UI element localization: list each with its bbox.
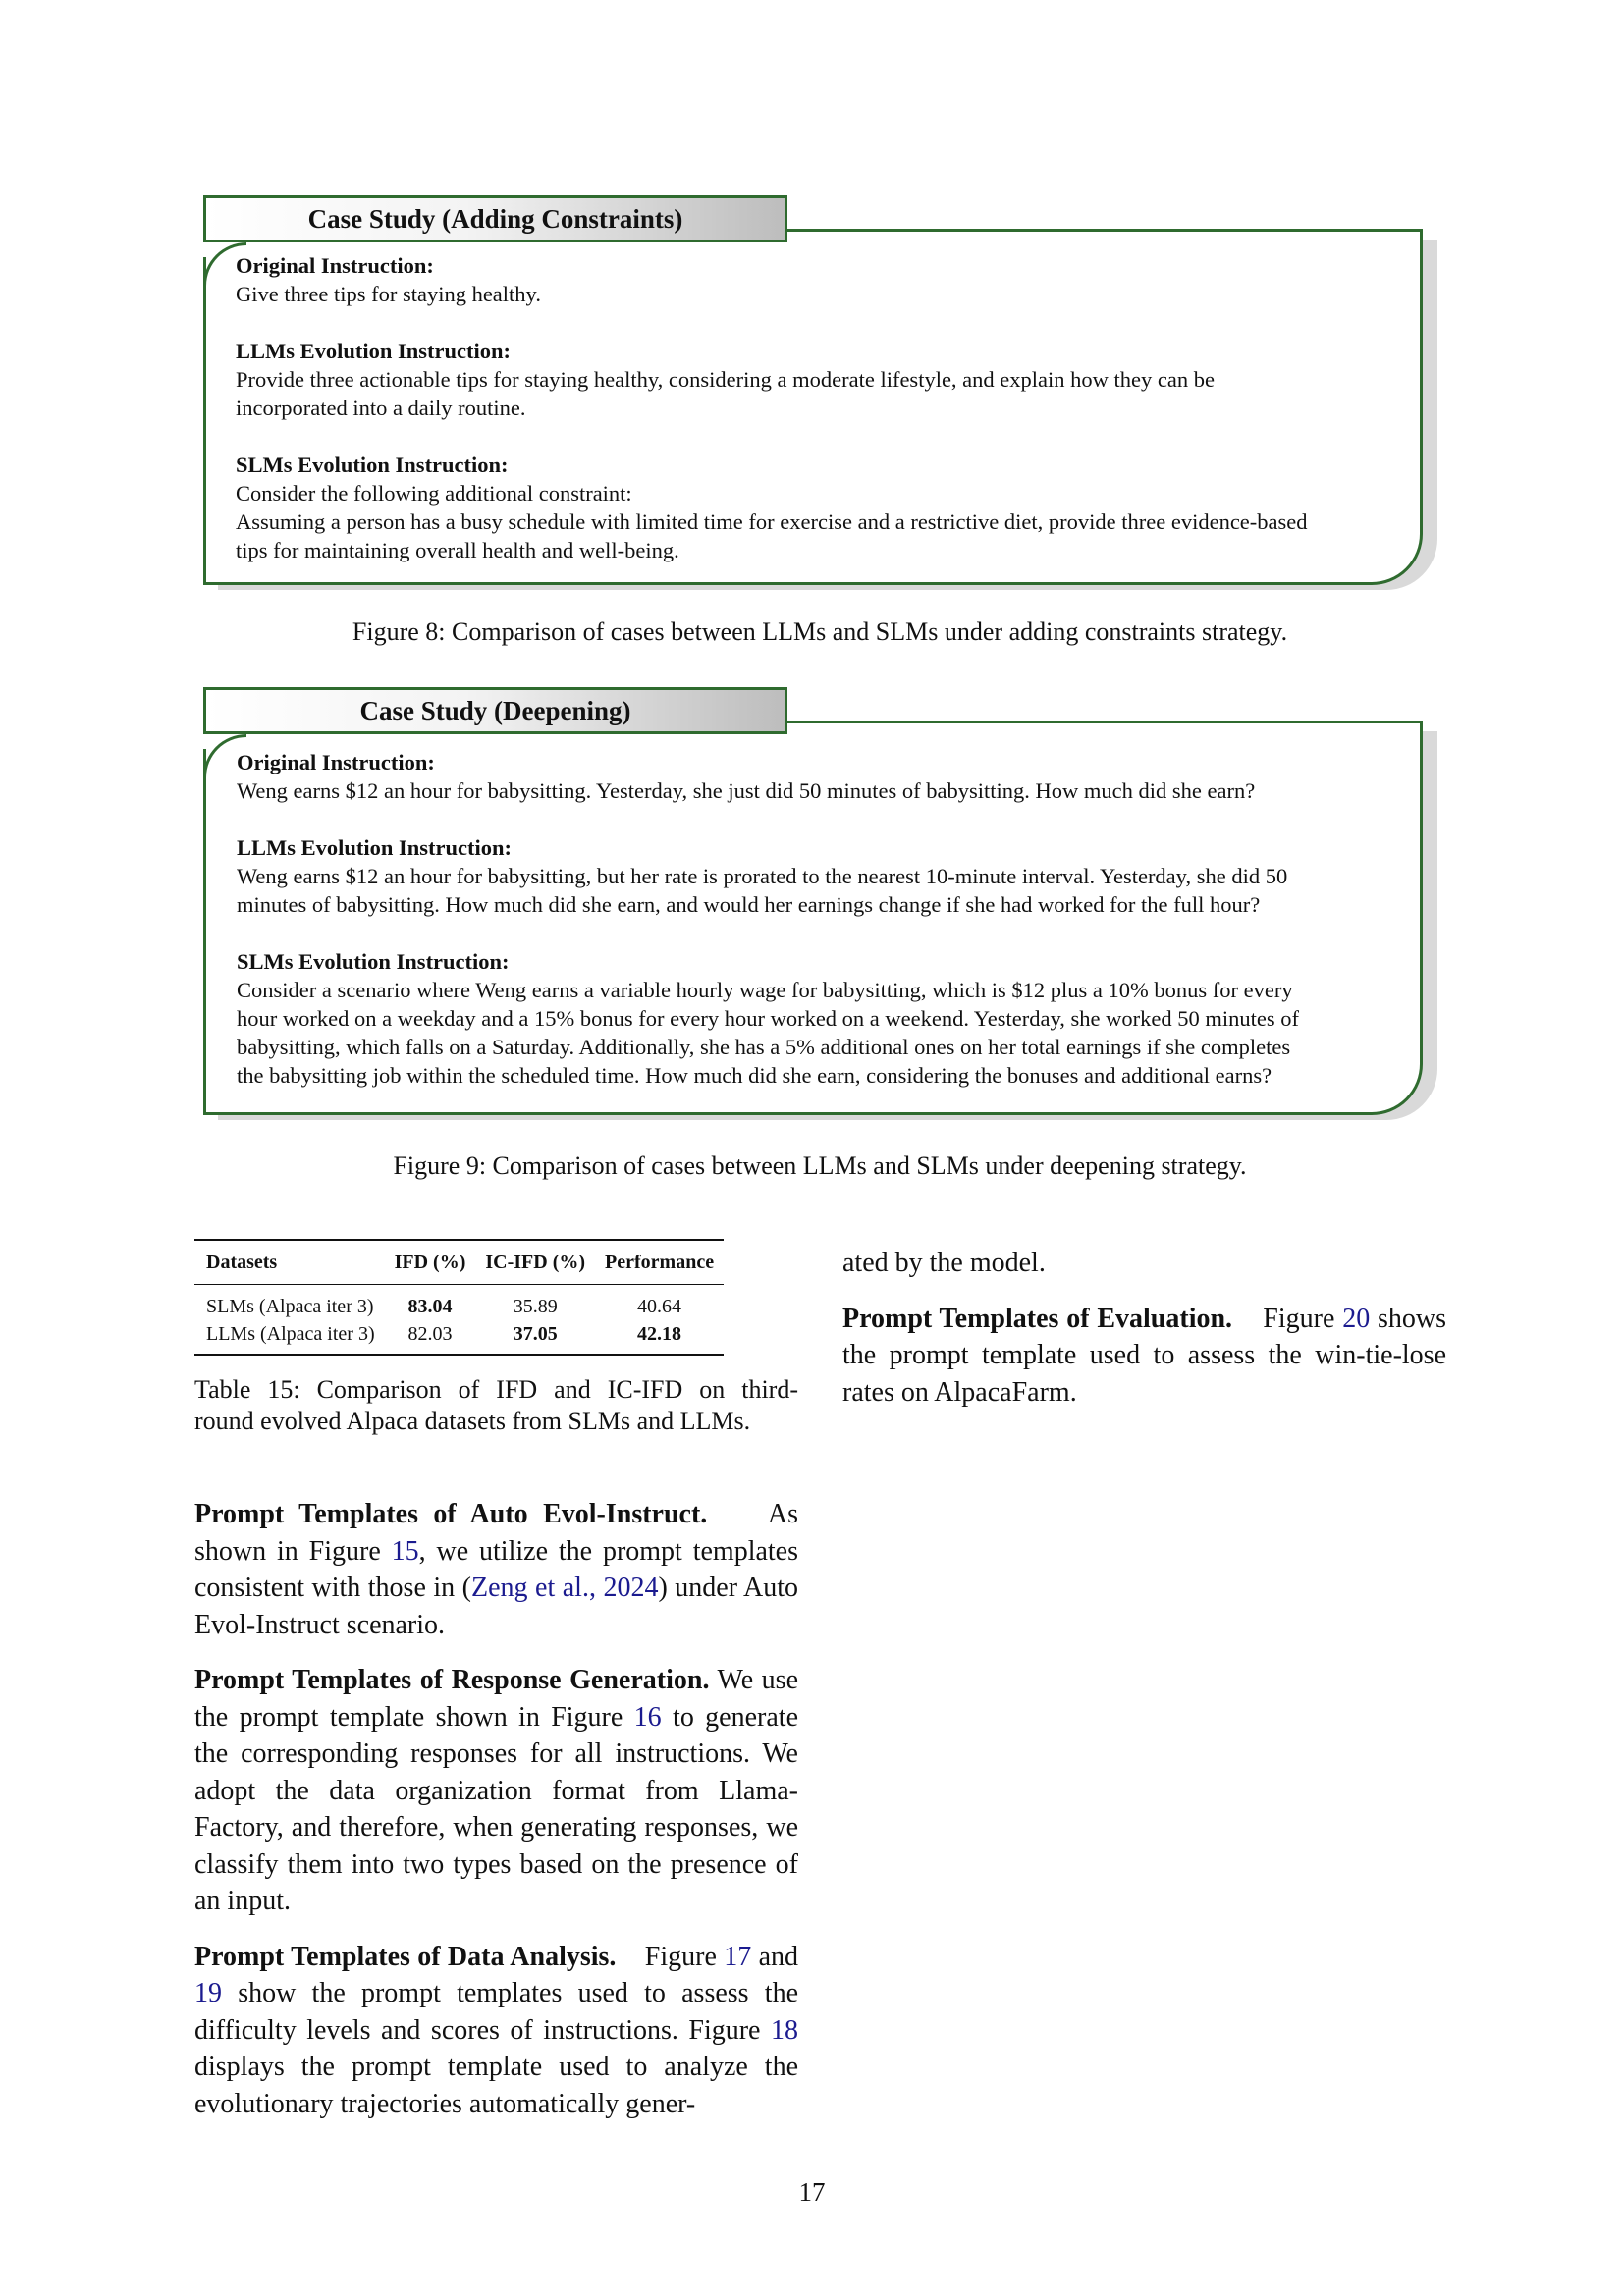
table-header-ifd: IFD (%) [394,1252,466,1273]
figure-ref-link[interactable]: 17 [724,1941,752,1972]
table-header-performance: Performance [605,1252,715,1273]
table-header-ic-ifd: IC-IFD (%) [485,1252,586,1273]
case1-content [236,251,1404,564]
table-cell: SLMs (Alpaca iter 3) [206,1296,374,1317]
figure-ref-link[interactable]: 19 [194,1978,222,2008]
table15-caption-line: round evolved Alpaca datasets from SLMs and LLMs. [194,1407,751,1435]
case1-title: Case Study (Adding Constraints) [203,195,787,242]
figure-ref-link[interactable]: 18 [771,2014,798,2046]
case1-llm-line: incorporated into a daily routine. [236,396,526,420]
case2-original-label: Original Instruction: [237,750,435,774]
case1-slm-line: Consider the following additional constraint: [236,481,632,506]
text-span: We use the prompt template shown in Figure [194,1665,799,1733]
runin-heading: Prompt Templates of Auto Evol-Instruct. [194,1499,708,1529]
case2-content [237,748,1405,1090]
runin-heading: Prompt Templates of Data Analysis. [194,1941,617,1972]
figure-ref-link[interactable]: 20 [1342,1303,1371,1334]
case1-llm-label: LLMs Evolution Instruction: [236,339,512,363]
table-cell: 40.64 [637,1296,682,1317]
text-span: ) under Auto Evol-Instruct scenario. [194,1573,799,1640]
text-span: and [751,1941,798,1972]
text-span: displays the prompt template used to analyze the evolutionary trajectories automatically gener- [194,2052,798,2119]
table15-caption [194,1374,798,1437]
figure-ref-link[interactable]: 15 [391,1535,419,1567]
case2-llm-line: minutes of babysitting. How much did she earn, and would her earnings change if she had worked for the full hour? [237,892,1261,917]
table-cell: 42.18 [637,1323,682,1345]
case1-original-text: Give three tips for staying healthy. [236,282,541,306]
text-span: shows the prompt template used to assess the win-tie-lose rates on AlpacaFarm. [842,1303,1447,1408]
case2-slm-line: Consider a scenario where Weng earns a variable hourly wage for babysitting, which is $12 plus a 10% bonus for every [237,978,1293,1002]
paragraph-data-analysis [194,1939,798,2123]
table15-caption-line: Table 15: Comparison of IFD and IC-IFD on third- [194,1375,798,1404]
figure9-caption: Figure 9: Comparison of cases between LLMs and SLMs under deepening strategy. [393,1151,1247,1180]
paragraph-continuation: ated by the model. [842,1248,1046,1278]
table-cell: 82.03 [407,1323,453,1345]
case2-llm-label: LLMs Evolution Instruction: [237,835,513,860]
case1-llm-line: Provide three actionable tips for staying healthy, considering a moderate lifestyle, and explain how they can be [236,367,1215,392]
citation-link[interactable]: Zeng et al., 2024 [471,1573,659,1603]
table-cell: 35.89 [513,1296,558,1317]
case2-title: Case Study (Deepening) [203,687,787,734]
case2-slm-line: babysitting, which falls on a Saturday. Additionally, she has a 5% additional ones on her total earnings if she completes [237,1035,1291,1059]
table15 [194,1239,724,1356]
case1-original-label: Original Instruction: [236,253,434,278]
case2-original-text: Weng earns $12 an hour for babysitting. Yesterday, she just did 50 minutes of babysitting. How much did she earn? [237,778,1256,803]
case2-slm-label: SLMs Evolution Instruction: [237,949,510,974]
page-number: 17 [798,2177,826,2207]
table-cell: 83.04 [407,1296,453,1317]
table-row [194,1320,724,1355]
paragraph-evaluation [842,1301,1446,1412]
case1-slm-line: tips for maintaining overall health and well-being. [236,538,679,562]
runin-heading: Prompt Templates of Response Generation. [194,1665,710,1695]
table-header-datasets: Datasets [206,1252,278,1273]
right-column [842,1245,1446,1411]
table-row [194,1285,724,1321]
case1-slm-line: Assuming a person has a busy schedule with limited time for exercise and a restrictive diet, provide three evidence-based [236,509,1308,534]
text-span: , we utilize the prompt templates consistent with those in ( [194,1535,798,1603]
runin-heading: Prompt Templates of Evaluation. [842,1303,1233,1334]
case2-slm-line: the babysitting job within the scheduled time. How much did she earn, considering the bonuses and additional earns? [237,1063,1272,1088]
text-span: to generate the corresponding responses for all instructions. We adopt the data organization format from Llama-Factory, and therefore, when generating responses, we classify them into two types based on the presence of an input. [194,1701,798,1916]
table15-wrapper [194,1239,724,1356]
case1-slm-label: SLMs Evolution Instruction: [236,453,509,477]
figure8-caption: Figure 8: Comparison of cases between LLMs and SLMs under adding constraints strategy. [352,617,1288,646]
case2-llm-line: Weng earns $12 an hour for babysitting, but her rate is prorated to the nearest 10-minute interval. Yesterday, she did 50 [237,864,1288,888]
table-cell: LLMs (Alpaca iter 3) [206,1323,375,1345]
table-header-row [194,1240,724,1285]
case2-slm-line: hour worked on a weekday and a 15% bonus for every hour worked on a weekend. Yesterday, she worked 50 minutes of [237,1006,1299,1031]
left-column [194,1496,798,2122]
paragraph-auto-evol [194,1496,798,1643]
paragraph-response-generation [194,1662,798,1920]
table-cell: 37.05 [513,1323,558,1345]
text-span: As shown in Figure [194,1499,798,1567]
figure-ref-link[interactable]: 16 [633,1701,662,1733]
text-span: Figure [1263,1303,1343,1334]
text-span: Figure [644,1941,725,1972]
text-span: show the prompt templates used to assess the difficulty levels and scores of instructions. Figure [194,1978,798,2046]
